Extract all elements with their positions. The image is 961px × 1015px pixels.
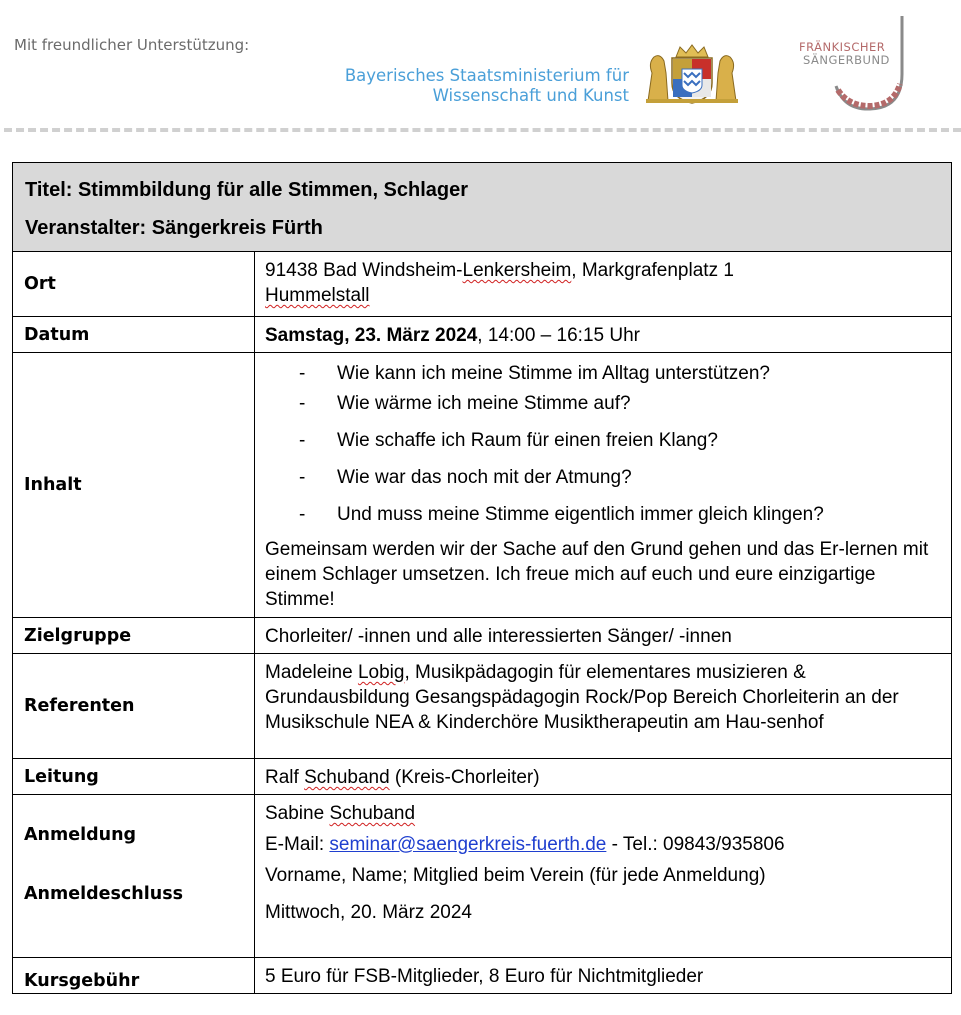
label-anmeldeschluss: Anmeldeschluss [24,884,184,904]
label-leitung: Leitung [13,759,255,795]
value-referenten [255,654,952,759]
table-row-inhalt [13,353,952,618]
inhalt-paragraph: Gemeinsam werden wir der Sache auf den Grund gehen und das Er-lernen mit einem Schlager umsetzen. Ich freue mich auf euch und eure einzigartige Stimme! [265,539,929,610]
ministry-name [337,66,629,106]
label-inhalt: Inhalt [13,353,255,618]
ort-address-prefix: 91438 Bad Windsheim- [265,260,463,281]
referent-first-name: Madeleine [265,662,358,683]
question-text: Und muss meine Stimme eigentlich immer gleich klingen? [337,504,824,525]
referent-last-name: Lobig [357,662,405,683]
table-row-ort [13,252,952,317]
table-header-row [13,163,952,252]
list-item: - Und muss meine Stimme eigentlich immer gleich klingen? [299,504,824,525]
leitung-last-name: Schuband [304,767,390,788]
ort-line-2 [265,283,941,308]
ort-venue: Hummelstall [265,285,370,306]
ort-street: , Markgrafenplatz 1 [571,260,734,281]
list-item: - Wie schaffe ich Raum für einen freien Klang? [299,430,718,451]
label-ort: Ort [13,252,255,317]
value-inhalt [255,353,952,618]
contact-last-name: Schuband [329,803,416,824]
question-list [265,361,941,527]
support-label: Mit freundlicher Unterstützung: [14,36,250,54]
datum-time: , 14:00 – 16:15 Uhr [477,325,640,346]
email-label: E-Mail: [265,834,330,855]
value-ort [255,252,952,317]
anmeldung-requirements: Vorname, Name; Mitglied beim Verein (für jede Anmeldung) [265,865,766,886]
table-row-kursgebuehr [13,958,952,994]
value-zielgruppe: Chorleiter/ -innen und alle interessierten Sänger/ -innen [255,618,952,654]
leitung-role: (Kreis-Chorleiter) [389,767,540,788]
table-row-anmeldung [13,795,952,958]
label-kursgebuehr: Kursgebühr [13,958,255,994]
ministry-line-1: Bayerisches Staatsministerium für [344,66,629,85]
fsb-wordmark [799,41,890,67]
event-info-table [12,162,952,994]
anmeldung-labels [24,825,254,904]
header-divider [4,128,961,132]
table-row-leitung [13,759,952,795]
event-title: Titel: Stimmbildung für alle Stimmen, Schlager [25,179,469,201]
value-datum [255,317,952,353]
anmeldung-contact [265,798,941,829]
question-text: Wie schaffe ich Raum für einen freien Klang? [337,430,718,451]
label-zielgruppe: Zielgruppe [13,618,255,654]
contact-first-name: Sabine [265,803,330,824]
value-leitung [255,759,952,795]
question-text: Wie wärme ich meine Stimme auf? [337,393,631,414]
anmeldung-email-line [265,829,941,860]
list-item: - Wie wärme ich meine Stimme auf? [299,393,631,414]
value-kursgebuehr: 5 Euro für FSB-Mitglieder, 8 Euro für Nichtmitglieder [255,958,952,994]
fsb-line-2: SÄNGERBUND [803,53,890,67]
label-anmeldung: Anmeldung [24,825,137,845]
referent-description: , Musikpädagogin für elementares musizieren & Grundausbildung Gesangspädagogin Rock/Pop Bereich Chorleiterin an der Musikschule NEA & Kinderchöre Musiktherapeutin am Hau-senhof [265,662,899,733]
anmeldung-deadline: Mittwoch, 20. März 2024 [265,902,472,923]
fsb-line-1: FRÄNKISCHER [799,40,886,54]
email-link[interactable]: seminar@saengerkreis-fuerth.de [329,834,607,855]
ort-town: Lenkersheim [462,260,572,281]
event-organizer: Veranstalter: Sängerkreis Fürth [25,217,323,239]
datum-date: Samstag, 23. März 2024 [265,325,478,346]
question-text: Wie war das noch mit der Atmung? [337,467,632,488]
event-header-cell [13,163,952,252]
ort-line-1 [265,258,941,283]
list-item: - Wie war das noch mit der Atmung? [299,467,632,488]
question-text: Wie kann ich meine Stimme im Alltag unterstützen? [337,363,770,384]
label-anmeldung-cell [13,795,255,958]
label-referenten: Referenten [13,654,255,759]
table-row-referenten [13,654,952,759]
value-anmeldung [255,795,952,958]
bavarian-coat-of-arms-icon [642,43,742,105]
phone-number: - Tel.: 09843/935806 [606,834,785,855]
label-datum: Datum [13,317,255,353]
list-item: - Wie kann ich meine Stimme im Alltag unterstützen? [299,363,770,384]
table-row-zielgruppe [13,618,952,654]
leitung-first-name: Ralf [265,767,305,788]
ministry-line-2: Wissenschaft und Kunst [432,86,629,105]
table-row-datum [13,317,952,353]
